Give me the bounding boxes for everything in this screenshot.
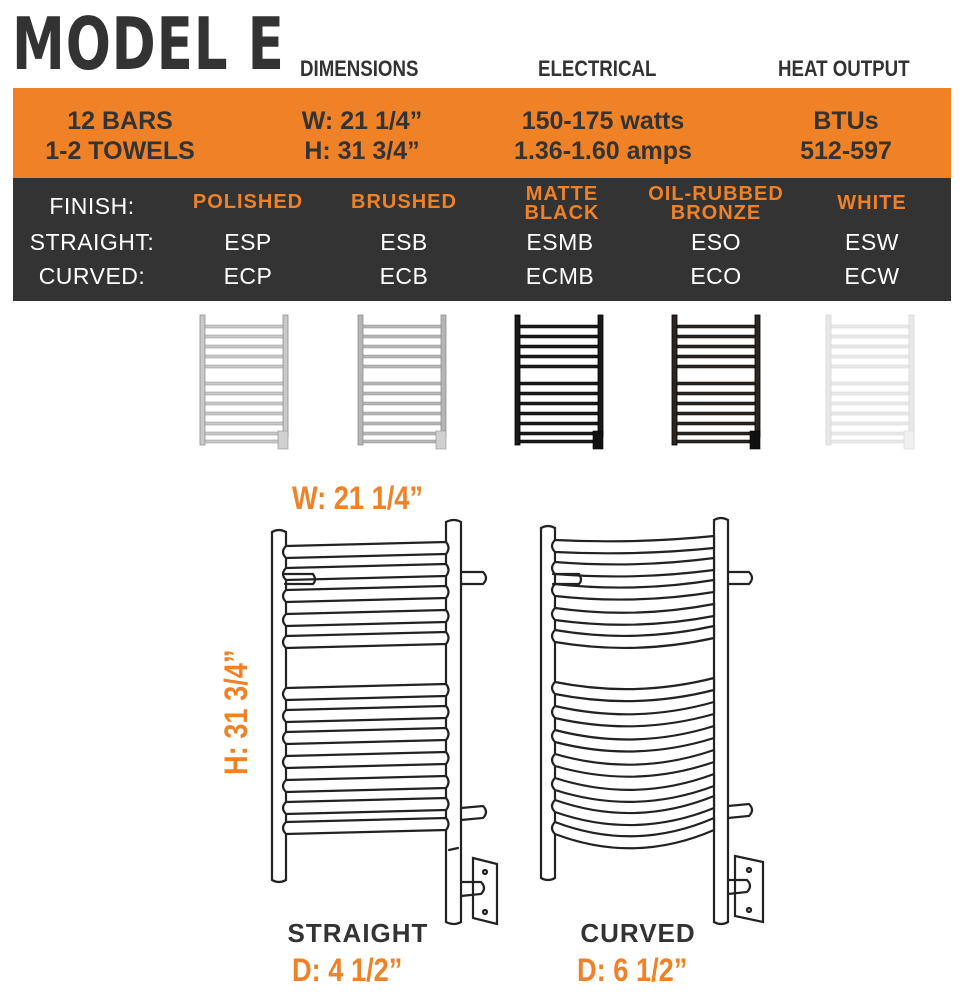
header-heat-output: HEAT OUTPUT [778, 56, 910, 81]
straight-bar [283, 798, 449, 814]
spec-heat [756, 106, 936, 166]
straight-bar [283, 610, 449, 626]
code-curved-matte-black: ECMB [525, 263, 595, 289]
finish-brushed: BRUSHED [351, 191, 457, 213]
code-straight-white: ESW [845, 229, 899, 255]
code-curved-bronze: ECO [690, 263, 742, 289]
straight-label: STRAIGHT: [29, 229, 155, 255]
spec-btu-label: BTUs [813, 107, 879, 135]
code-curved-white: ECW [844, 263, 900, 289]
code-straight-brushed: ESB [380, 229, 428, 255]
curved-bar [552, 678, 714, 701]
curved-bar [552, 726, 714, 751]
curved-bar [552, 626, 714, 648]
finish-matte-black [482, 185, 642, 223]
straight-bar [283, 564, 449, 580]
straight-bar [283, 776, 449, 792]
curved-depth-label: D: 6 1/2” [577, 952, 688, 988]
spec-btu-value: 512-597 [800, 137, 892, 165]
spec-amps: 1.36-1.60 amps [514, 137, 692, 165]
curved-bar [552, 536, 714, 553]
straight-depth-label: D: 4 1/2” [292, 952, 403, 988]
spec-height: H: 31 3/4” [304, 137, 420, 165]
towel-warmer-diagrams [255, 510, 775, 930]
thumbnail-bronze [672, 315, 760, 449]
curved-model-drawing [541, 518, 763, 924]
straight-bar [283, 752, 449, 768]
finish-matte-line2: BLACK [524, 202, 600, 224]
spec-watts: 150-175 watts [521, 107, 685, 135]
thumbnail-white [826, 315, 914, 449]
spec-electrical [483, 106, 723, 166]
straight-bar [283, 632, 449, 648]
header-electrical: ELECTRICAL [538, 56, 657, 81]
straight-bar [283, 586, 449, 602]
spec-dimensions [262, 106, 462, 166]
diagram-height-label: H: 31 3/4” [218, 649, 254, 775]
straight-bar [283, 542, 449, 558]
thumbnail-brushed [358, 315, 446, 449]
header-dimensions: DIMENSIONS [300, 56, 419, 81]
finish-thumbnails [0, 305, 962, 460]
curved-bar [552, 774, 714, 802]
code-straight-matte-black: ESMB [526, 229, 594, 255]
finish-bronze-line1: OIL-RUBBED [648, 183, 784, 205]
straight-bar [283, 818, 449, 834]
finish-polished: POLISHED [192, 191, 304, 213]
spec-capacity [20, 106, 220, 166]
finish-label: FINISH: [49, 193, 135, 219]
thumbnail-matte-black [515, 315, 603, 449]
straight-model-drawing [272, 520, 497, 924]
straight-bar [283, 706, 449, 722]
straight-bar [283, 728, 449, 744]
spec-towels: 1-2 TOWELS [45, 137, 195, 165]
code-straight-polished: ESP [224, 229, 272, 255]
code-straight-bronze: ESO [690, 229, 742, 255]
straight-variant-label: STRAIGHT [287, 918, 429, 948]
code-curved-brushed: ECB [379, 263, 429, 289]
model-title: MODEL E [12, 2, 285, 86]
finish-white: WHITE [837, 192, 907, 214]
curved-bar [552, 750, 714, 777]
curved-variant-label: CURVED [580, 918, 696, 948]
finish-matte-line1: MATTE [525, 183, 599, 205]
curved-bar [552, 604, 714, 625]
curved-bar [552, 702, 714, 726]
spec-width: W: 21 1/4” [301, 107, 423, 135]
straight-bar [283, 684, 449, 700]
finish-oil-rubbed-bronze [636, 185, 796, 223]
finish-bronze-line2: BRONZE [670, 202, 762, 224]
curved-label: CURVED: [38, 263, 146, 289]
thumbnail-polished [200, 315, 288, 449]
spec-bars: 12 BARS [67, 107, 173, 135]
diagram-width-label: W: 21 1/4” [292, 480, 424, 516]
code-curved-polished: ECP [223, 263, 273, 289]
